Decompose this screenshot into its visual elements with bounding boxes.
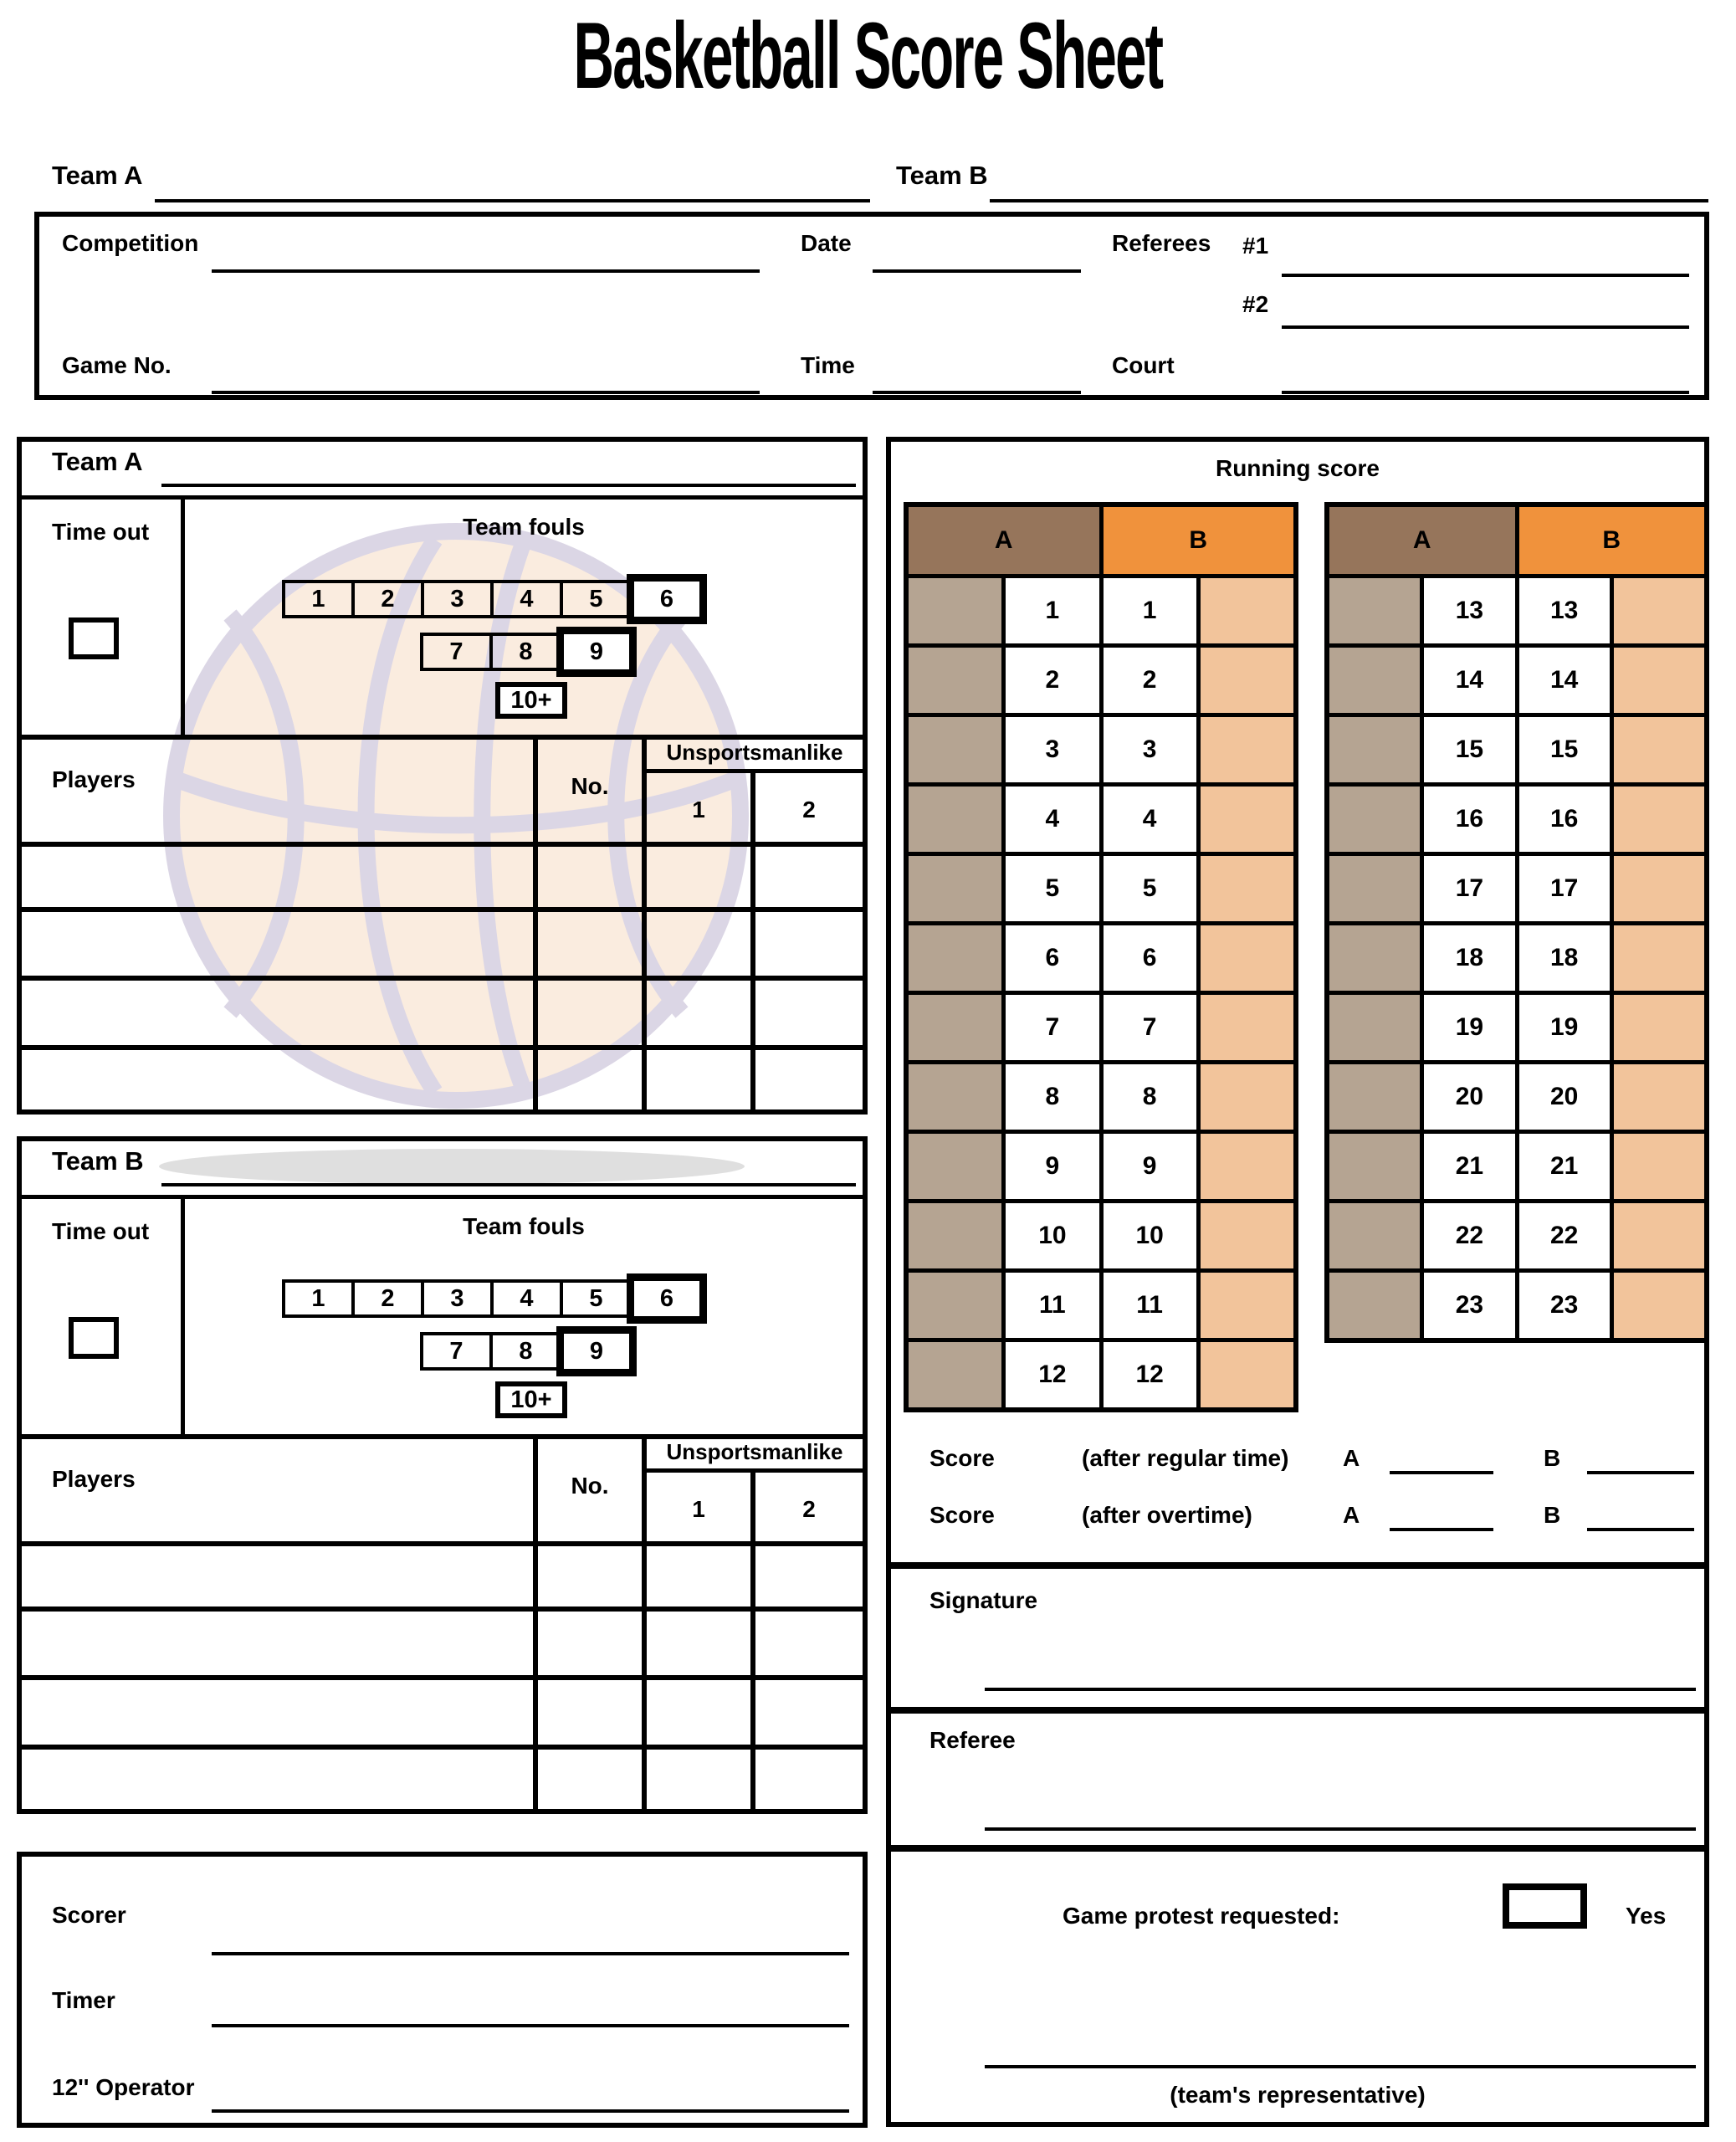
score-mark-cell-a[interactable]	[909, 1342, 1001, 1407]
foul-box-4[interactable]: 4	[490, 1279, 563, 1318]
score-regular-note: (after regular time)	[1082, 1445, 1289, 1471]
referee-label: Referee	[929, 1727, 1016, 1753]
team-a-player-row[interactable]	[22, 981, 863, 1045]
divider	[22, 1606, 863, 1612]
score-mark-cell-a[interactable]	[1329, 1064, 1420, 1130]
foul-box-9[interactable]: 9	[556, 1326, 637, 1376]
foul-box-1[interactable]: 1	[282, 580, 355, 618]
running-score-row	[1329, 1134, 1704, 1199]
score-number: 13	[1424, 578, 1514, 643]
divider	[642, 1434, 647, 1809]
team-b-timeout-checkbox[interactable]	[69, 1317, 119, 1359]
score-number: 7	[1006, 995, 1098, 1060]
divider	[22, 1745, 863, 1750]
score-overtime-a-label: A	[1343, 1502, 1360, 1528]
referees-label: Referees	[1112, 230, 1211, 256]
score-number: 16	[1424, 787, 1514, 852]
foul-box-9[interactable]: 9	[556, 627, 637, 677]
score-mark-cell-b[interactable]	[1201, 1342, 1293, 1407]
running-score-table-left	[904, 502, 1298, 1412]
running-score-row	[909, 578, 1293, 643]
score-mark-cell-a[interactable]	[1329, 1134, 1420, 1199]
team-b-box-name-field[interactable]	[161, 1183, 856, 1186]
time-label: Time	[801, 352, 855, 378]
score-number: 22	[1519, 1203, 1610, 1268]
team-a-timeout-checkbox[interactable]	[69, 617, 119, 659]
score-number: 13	[1519, 578, 1610, 643]
running-score-row	[909, 787, 1293, 852]
score-mark-cell-a[interactable]	[1329, 995, 1420, 1060]
score-number: 12	[1104, 1342, 1196, 1407]
team-b-player-row[interactable]	[22, 1612, 863, 1675]
team-a-timeout-label: Time out	[52, 519, 150, 545]
foul-box-4[interactable]: 4	[490, 580, 563, 618]
running-score-row	[1329, 578, 1704, 643]
running-score-row	[1329, 717, 1704, 782]
score-mark-cell-a[interactable]	[1329, 578, 1420, 643]
score-number: 21	[1424, 1134, 1514, 1199]
foul-box-6[interactable]: 6	[627, 574, 707, 624]
game-info-box	[34, 212, 1709, 400]
score-mark-cell-a[interactable]	[1329, 1273, 1420, 1338]
team-b-player-row[interactable]	[22, 1680, 863, 1745]
score-mark-cell-a[interactable]	[909, 856, 1001, 921]
page-title-text: Basketball Score Sheet	[573, 3, 1163, 108]
score-regular-a-field[interactable]	[1390, 1471, 1493, 1474]
score-number: 3	[1006, 717, 1098, 782]
running-score-row	[909, 995, 1293, 1060]
score-number: 11	[1006, 1273, 1098, 1338]
score-mark-cell-a[interactable]	[909, 995, 1001, 1060]
score-mark-cell-b[interactable]	[1614, 578, 1704, 643]
score-number: 5	[1006, 856, 1098, 921]
team-b-name-field[interactable]	[990, 199, 1708, 202]
score-number: 10	[1006, 1203, 1098, 1268]
score-mark-cell-b[interactable]	[1614, 717, 1704, 782]
divider	[22, 842, 863, 847]
score-mark-cell-b[interactable]	[1614, 1064, 1704, 1130]
divider	[22, 1195, 863, 1199]
score-mark-cell-b[interactable]	[1201, 1134, 1293, 1199]
score-number: 8	[1006, 1064, 1098, 1130]
score-mark-cell-b[interactable]	[1614, 787, 1704, 852]
score-mark-cell-a[interactable]	[1329, 648, 1420, 713]
team-a-name-field[interactable]	[155, 199, 870, 202]
score-number: 17	[1519, 856, 1610, 921]
unsportsmanlike-col-2: 2	[802, 1496, 816, 1522]
score-number: 20	[1424, 1064, 1514, 1130]
team-a-player-row[interactable]	[22, 847, 863, 907]
scorer-field[interactable]	[212, 1952, 849, 1955]
running-score-row	[909, 717, 1293, 782]
running-score-row	[1329, 648, 1704, 713]
score-mark-cell-a[interactable]	[1329, 1203, 1420, 1268]
team-b-players-label: Players	[52, 1466, 136, 1492]
timer-label: Timer	[52, 1987, 115, 2013]
score-number: 15	[1519, 717, 1610, 782]
score-mark-cell-b[interactable]	[1614, 1134, 1704, 1199]
score-mark-cell-b[interactable]	[1614, 995, 1704, 1060]
timer-field[interactable]	[212, 2024, 849, 2027]
foul-box-5[interactable]: 5	[560, 580, 632, 618]
score-number: 9	[1104, 1134, 1196, 1199]
score-number: 5	[1104, 856, 1196, 921]
team-a-player-row[interactable]	[22, 1050, 863, 1109]
score-mark-cell-b[interactable]	[1201, 856, 1293, 921]
running-score-header-b: B	[1104, 507, 1294, 574]
representative-note: (team's representative)	[1170, 2082, 1426, 2108]
score-number: 19	[1424, 995, 1514, 1060]
running-score-row	[1329, 787, 1704, 852]
score-number: 21	[1519, 1134, 1610, 1199]
team-a-box-label: Team A	[52, 447, 143, 476]
team-a-box-name-field[interactable]	[161, 484, 856, 487]
divider	[22, 1541, 863, 1546]
running-score-row	[1329, 1064, 1704, 1130]
score-number: 18	[1519, 925, 1610, 991]
running-score-title: Running score	[1215, 455, 1380, 481]
protest-yes-label: Yes	[1626, 1903, 1667, 1929]
running-score-row	[909, 1273, 1293, 1338]
referee1-label: #1	[1242, 233, 1269, 259]
running-score-row	[1329, 856, 1704, 921]
team-a-players-label: Players	[52, 766, 136, 792]
score-number: 8	[1104, 1064, 1196, 1130]
score-number: 6	[1006, 925, 1098, 991]
score-number: 1	[1006, 578, 1098, 643]
court-field[interactable]	[1282, 391, 1689, 394]
operator-field[interactable]	[212, 2109, 849, 2113]
date-field[interactable]	[873, 269, 1081, 273]
team-b-fouls-row1	[282, 1273, 707, 1324]
protest-label: Game protest requested:	[1063, 1903, 1340, 1929]
score-number: 14	[1519, 648, 1610, 713]
date-label: Date	[801, 230, 852, 256]
score-mark-cell-a[interactable]	[909, 1134, 1001, 1199]
foul-box-2[interactable]: 2	[351, 1279, 424, 1318]
running-score-row	[909, 856, 1293, 921]
court-label: Court	[1112, 352, 1175, 378]
score-overtime-b-label: B	[1544, 1502, 1561, 1528]
team-a-box	[17, 437, 868, 1115]
team-b-box-label: Team B	[52, 1146, 144, 1176]
score-number: 4	[1104, 787, 1196, 852]
score-regular-label: Score	[929, 1445, 995, 1471]
score-mark-cell-b[interactable]	[1614, 1203, 1704, 1268]
score-mark-cell-b[interactable]	[1614, 856, 1704, 921]
game-no-field[interactable]	[212, 391, 760, 394]
score-overtime-b-field[interactable]	[1587, 1528, 1694, 1531]
page-title	[0, 2, 1736, 110]
score-overtime-a-field[interactable]	[1390, 1528, 1493, 1531]
score-mark-cell-a[interactable]	[909, 1273, 1001, 1338]
foul-box-6[interactable]: 6	[627, 1273, 707, 1324]
score-mark-cell-b[interactable]	[1201, 648, 1293, 713]
team-a-player-row[interactable]	[22, 912, 863, 976]
referee-signature-field[interactable]	[985, 1827, 1696, 1831]
running-score-row	[909, 648, 1293, 713]
signature-field[interactable]	[985, 1688, 1696, 1691]
divider	[22, 1675, 863, 1680]
running-score-row	[1329, 1203, 1704, 1268]
referee1-field[interactable]	[1282, 274, 1689, 277]
team-b-fouls-label: Team fouls	[463, 1213, 585, 1239]
signature-label: Signature	[929, 1587, 1038, 1613]
score-number: 23	[1424, 1273, 1514, 1338]
score-mark-cell-a[interactable]	[909, 648, 1001, 713]
score-number: 11	[1104, 1273, 1196, 1338]
team-b-top-label: Team B	[896, 161, 988, 190]
score-number: 19	[1519, 995, 1610, 1060]
score-mark-cell-b[interactable]	[1201, 1064, 1293, 1130]
score-number: 9	[1006, 1134, 1098, 1199]
protest-checkbox[interactable]	[1503, 1883, 1587, 1929]
representative-signature-field[interactable]	[985, 2065, 1696, 2068]
divider	[891, 1707, 1704, 1714]
score-number: 22	[1424, 1203, 1514, 1268]
score-mark-cell-a[interactable]	[909, 1203, 1001, 1268]
team-a-fouls-row2	[420, 627, 637, 677]
running-score-row	[1329, 925, 1704, 991]
score-number: 12	[1006, 1342, 1098, 1407]
score-mark-cell-b[interactable]	[1614, 925, 1704, 991]
running-score-header-a: A	[909, 507, 1099, 574]
foul-box-8[interactable]: 8	[489, 633, 562, 671]
competition-field[interactable]	[212, 269, 760, 273]
referee2-field[interactable]	[1282, 325, 1689, 329]
score-regular-b-label: B	[1544, 1445, 1561, 1471]
running-score-row	[909, 1342, 1293, 1407]
team-a-unsportsmanlike-label: Unsportsmanlike	[666, 740, 843, 765]
foul-box-7[interactable]: 7	[420, 1332, 493, 1371]
referee2-label: #2	[1242, 291, 1269, 317]
divider	[22, 907, 863, 912]
foul-box-10plus[interactable]: 10+	[495, 1381, 567, 1418]
running-score-row	[909, 1203, 1293, 1268]
running-score-row	[909, 1064, 1293, 1130]
running-score-row	[1329, 995, 1704, 1060]
foul-box-1[interactable]: 1	[282, 1279, 355, 1318]
score-number: 1	[1104, 578, 1196, 643]
running-score-row	[909, 1134, 1293, 1199]
team-a-fouls-extra	[495, 682, 567, 719]
score-mark-cell-a[interactable]	[909, 717, 1001, 782]
team-b-unsportsmanlike-label: Unsportsmanlike	[666, 1439, 843, 1464]
foul-box-5[interactable]: 5	[560, 1279, 632, 1318]
score-number: 16	[1519, 787, 1610, 852]
score-overtime-label: Score	[929, 1502, 995, 1528]
team-a-fouls-row1	[282, 574, 707, 624]
divider	[22, 1045, 863, 1050]
score-number: 18	[1424, 925, 1514, 991]
officials-box	[17, 1852, 868, 2128]
unsportsmanlike-col-2: 2	[802, 797, 816, 822]
score-mark-cell-b[interactable]	[1201, 995, 1293, 1060]
running-score-row	[909, 925, 1293, 991]
score-number: 10	[1104, 1203, 1196, 1268]
score-overtime-note: (after overtime)	[1082, 1502, 1252, 1528]
divider	[891, 1562, 1704, 1569]
running-score-header-b: B	[1519, 507, 1705, 574]
scorer-label: Scorer	[52, 1902, 126, 1928]
running-score-table-right	[1324, 502, 1709, 1343]
score-mark-cell-b[interactable]	[1614, 648, 1704, 713]
foul-box-10plus[interactable]: 10+	[495, 682, 567, 719]
team-b-number-label: No.	[571, 1473, 609, 1499]
score-number: 2	[1104, 648, 1196, 713]
score-regular-a-label: A	[1343, 1445, 1360, 1471]
team-b-fouls-row2	[420, 1326, 637, 1376]
score-mark-cell-a[interactable]	[909, 578, 1001, 643]
score-number: 23	[1519, 1273, 1610, 1338]
score-mark-cell-a[interactable]	[909, 925, 1001, 991]
running-score-box	[886, 437, 1709, 2127]
score-mark-cell-b[interactable]	[1201, 1203, 1293, 1268]
score-number: 20	[1519, 1064, 1610, 1130]
team-a-number-label: No.	[571, 773, 609, 799]
team-b-timeout-label: Time out	[52, 1218, 150, 1244]
score-number: 6	[1104, 925, 1196, 991]
score-mark-cell-b[interactable]	[1201, 578, 1293, 643]
team-a-fouls-label: Team fouls	[463, 514, 585, 540]
team-b-player-row[interactable]	[22, 1546, 863, 1606]
score-regular-b-field[interactable]	[1587, 1471, 1694, 1474]
score-mark-cell-b[interactable]	[1201, 925, 1293, 991]
score-number: 2	[1006, 648, 1098, 713]
running-score-header	[909, 507, 1293, 574]
foul-box-7[interactable]: 7	[420, 633, 493, 671]
competition-label: Competition	[62, 230, 199, 256]
score-number: 14	[1424, 648, 1514, 713]
score-mark-cell-a[interactable]	[909, 787, 1001, 852]
divider	[642, 735, 647, 1109]
foul-box-8[interactable]: 8	[489, 1332, 562, 1371]
score-number: 7	[1104, 995, 1196, 1060]
score-mark-cell-a[interactable]	[1329, 856, 1420, 921]
unsportsmanlike-col-1: 1	[692, 1496, 705, 1522]
score-mark-cell-a[interactable]	[909, 1064, 1001, 1130]
score-mark-cell-b[interactable]	[1201, 787, 1293, 852]
score-mark-cell-b[interactable]	[1201, 717, 1293, 782]
score-number: 3	[1104, 717, 1196, 782]
team-b-fouls-extra	[495, 1381, 567, 1418]
score-mark-cell-a[interactable]	[1329, 925, 1420, 991]
score-mark-cell-b[interactable]	[1201, 1273, 1293, 1338]
score-mark-cell-b[interactable]	[1614, 1273, 1704, 1338]
divider	[22, 495, 863, 500]
divider	[891, 1845, 1704, 1852]
foul-box-2[interactable]: 2	[351, 580, 424, 618]
score-number: 4	[1006, 787, 1098, 852]
running-score-header-a: A	[1329, 507, 1515, 574]
time-field[interactable]	[873, 391, 1081, 394]
score-number: 17	[1424, 856, 1514, 921]
score-mark-cell-a[interactable]	[1329, 787, 1420, 852]
game-no-label: Game No.	[62, 352, 172, 378]
running-score-header	[1329, 507, 1704, 574]
score-number: 15	[1424, 717, 1514, 782]
running-score-row	[1329, 1273, 1704, 1338]
team-b-box	[17, 1136, 868, 1814]
team-b-player-row[interactable]	[22, 1750, 863, 1809]
team-a-top-label: Team A	[52, 161, 143, 190]
divider	[22, 976, 863, 981]
unsportsmanlike-col-1: 1	[692, 797, 705, 822]
foul-box-3[interactable]: 3	[421, 580, 494, 618]
foul-box-3[interactable]: 3	[421, 1279, 494, 1318]
score-mark-cell-a[interactable]	[1329, 717, 1420, 782]
operator-label: 12'' Operator	[52, 2074, 195, 2100]
